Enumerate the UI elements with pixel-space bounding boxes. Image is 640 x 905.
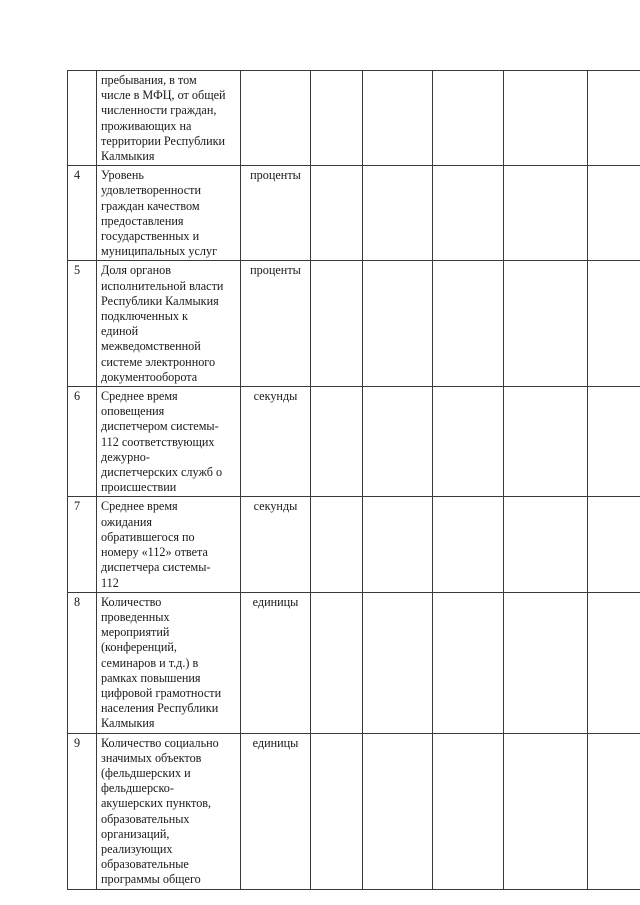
- value-cell: [504, 261, 588, 387]
- indicator-name-line: диспетчера системы-: [101, 560, 211, 575]
- value-cell: [433, 261, 504, 387]
- value-cell: [433, 497, 504, 592]
- indicator-name-line: системе электронного: [101, 354, 216, 369]
- indicator-name-line: рамках повышения: [101, 670, 201, 685]
- indicator-name-line: оповещения: [101, 404, 165, 419]
- indicator-name: [97, 592, 241, 733]
- unit-of-measure: секунды: [241, 387, 311, 497]
- unit-of-measure: проценты: [241, 261, 311, 387]
- table-row: [68, 166, 640, 261]
- indicator-name-line: числе в МФЦ, от общей: [101, 88, 226, 103]
- indicator-name-line: Доля органов: [101, 263, 171, 278]
- value-cell: [588, 497, 640, 592]
- indicator-name-line: Количество: [101, 594, 162, 609]
- value-cell: [311, 261, 363, 387]
- value-cell: [363, 71, 433, 166]
- value-cell: [588, 71, 640, 166]
- indicator-name-line: номеру «112» ответа: [101, 545, 208, 560]
- row-number: 5: [68, 261, 97, 387]
- value-cell: [363, 387, 433, 497]
- indicator-name-line: документооборота: [101, 369, 198, 384]
- indicator-name-line: цифровой грамотности: [101, 685, 222, 700]
- indicator-name-line: акушерских пунктов,: [101, 796, 212, 811]
- value-cell: [588, 387, 640, 497]
- value-cell: [311, 733, 363, 889]
- table-row: [68, 71, 640, 166]
- indicator-name-line: удовлетворенности: [101, 183, 201, 198]
- indicator-name-line: предоставления: [101, 213, 184, 228]
- unit-of-measure: секунды: [241, 497, 311, 592]
- value-cell: [588, 592, 640, 733]
- row-number: 7: [68, 497, 97, 592]
- indicator-name-line: фельдшерско-: [101, 781, 174, 796]
- indicator-name-line: 112: [101, 575, 119, 590]
- indicator-name-line: происшествии: [101, 480, 177, 495]
- indicator-name: [97, 733, 241, 889]
- indicator-name-line: территории Республики: [101, 133, 226, 148]
- row-number: 8: [68, 592, 97, 733]
- value-cell: [363, 592, 433, 733]
- indicator-name-line: государственных и: [101, 229, 200, 244]
- table-body: [68, 71, 640, 890]
- indicator-name: [97, 71, 241, 166]
- indicator-name: [97, 387, 241, 497]
- value-cell: [588, 166, 640, 261]
- indicator-name-line: (конференций,: [101, 640, 177, 655]
- value-cell: [433, 733, 504, 889]
- indicator-name-line: организаций,: [101, 826, 170, 841]
- indicator-name-line: пребывания, в том: [101, 73, 197, 87]
- value-cell: [504, 71, 588, 166]
- table-row: [68, 387, 640, 497]
- indicator-name-line: межведомственной: [101, 339, 201, 354]
- value-cell: [311, 387, 363, 497]
- row-number: [68, 71, 97, 166]
- indicator-name-line: (фельдшерских и: [101, 765, 191, 780]
- value-cell: [363, 261, 433, 387]
- indicator-name-line: образовательные: [101, 857, 189, 872]
- table-row: [68, 592, 640, 733]
- indicator-name-line: численности граждан,: [101, 103, 217, 118]
- table-row: [68, 261, 640, 387]
- value-cell: [311, 71, 363, 166]
- value-cell: [363, 497, 433, 592]
- indicator-name-line: единой: [101, 324, 139, 339]
- value-cell: [433, 71, 504, 166]
- indicator-name-line: граждан качеством: [101, 198, 200, 213]
- indicator-name-line: Среднее время: [101, 499, 178, 514]
- indicator-name-line: значимых объектов: [101, 750, 202, 765]
- unit-of-measure: проценты: [241, 166, 311, 261]
- table-row: [68, 497, 640, 592]
- value-cell: [311, 497, 363, 592]
- value-cell: [433, 166, 504, 261]
- indicator-name: [97, 497, 241, 592]
- value-cell: [363, 733, 433, 889]
- unit-of-measure: [241, 71, 311, 166]
- indicator-name-line: проведенных: [101, 609, 170, 624]
- indicators-table: [67, 70, 640, 890]
- indicator-name-line: исполнительной власти: [101, 278, 224, 293]
- indicator-name-line: Калмыкия: [101, 716, 155, 731]
- indicator-name-line: Среднее время: [101, 389, 178, 404]
- value-cell: [504, 497, 588, 592]
- value-cell: [433, 592, 504, 733]
- row-number: 9: [68, 733, 97, 889]
- row-number: 4: [68, 166, 97, 261]
- value-cell: [311, 592, 363, 733]
- indicator-name-line: обратившегося по: [101, 529, 195, 544]
- value-cell: [311, 166, 363, 261]
- indicator-name-line: населения Республики: [101, 701, 219, 716]
- indicator-name-line: Калмыкия: [101, 149, 155, 164]
- indicator-name-line: диспетчерских служб о: [101, 465, 223, 480]
- indicator-name-line: ожидания: [101, 514, 152, 529]
- indicator-name-line: мероприятий: [101, 625, 170, 640]
- value-cell: [504, 592, 588, 733]
- value-cell: [504, 166, 588, 261]
- indicator-name-line: реализующих: [101, 841, 173, 856]
- indicator-name-line: Республики Калмыкия: [101, 293, 219, 308]
- indicator-name-line: образовательных: [101, 811, 190, 826]
- indicator-name-line: 112 соответствующих: [101, 434, 215, 449]
- value-cell: [363, 166, 433, 261]
- unit-of-measure: единицы: [241, 592, 311, 733]
- table-row: [68, 733, 640, 889]
- unit-of-measure: единицы: [241, 733, 311, 889]
- value-cell: [504, 387, 588, 497]
- value-cell: [588, 261, 640, 387]
- indicator-name-line: подключенных к: [101, 309, 188, 324]
- indicator-name-line: Уровень: [101, 168, 144, 183]
- indicator-name-line: диспетчером системы-: [101, 419, 219, 434]
- value-cell: [433, 387, 504, 497]
- value-cell: [588, 733, 640, 889]
- indicator-name-line: Количество социально: [101, 735, 219, 750]
- indicator-name-line: дежурно-: [101, 449, 150, 464]
- indicator-name: [97, 261, 241, 387]
- indicator-name-line: семинаров и т.д.) в: [101, 655, 199, 670]
- value-cell: [504, 733, 588, 889]
- indicator-name-line: программы общего: [101, 872, 201, 887]
- indicator-name-line: муниципальных услуг: [101, 244, 218, 259]
- row-number: 6: [68, 387, 97, 497]
- indicator-name: [97, 166, 241, 261]
- indicator-name-line: проживающих на: [101, 118, 192, 133]
